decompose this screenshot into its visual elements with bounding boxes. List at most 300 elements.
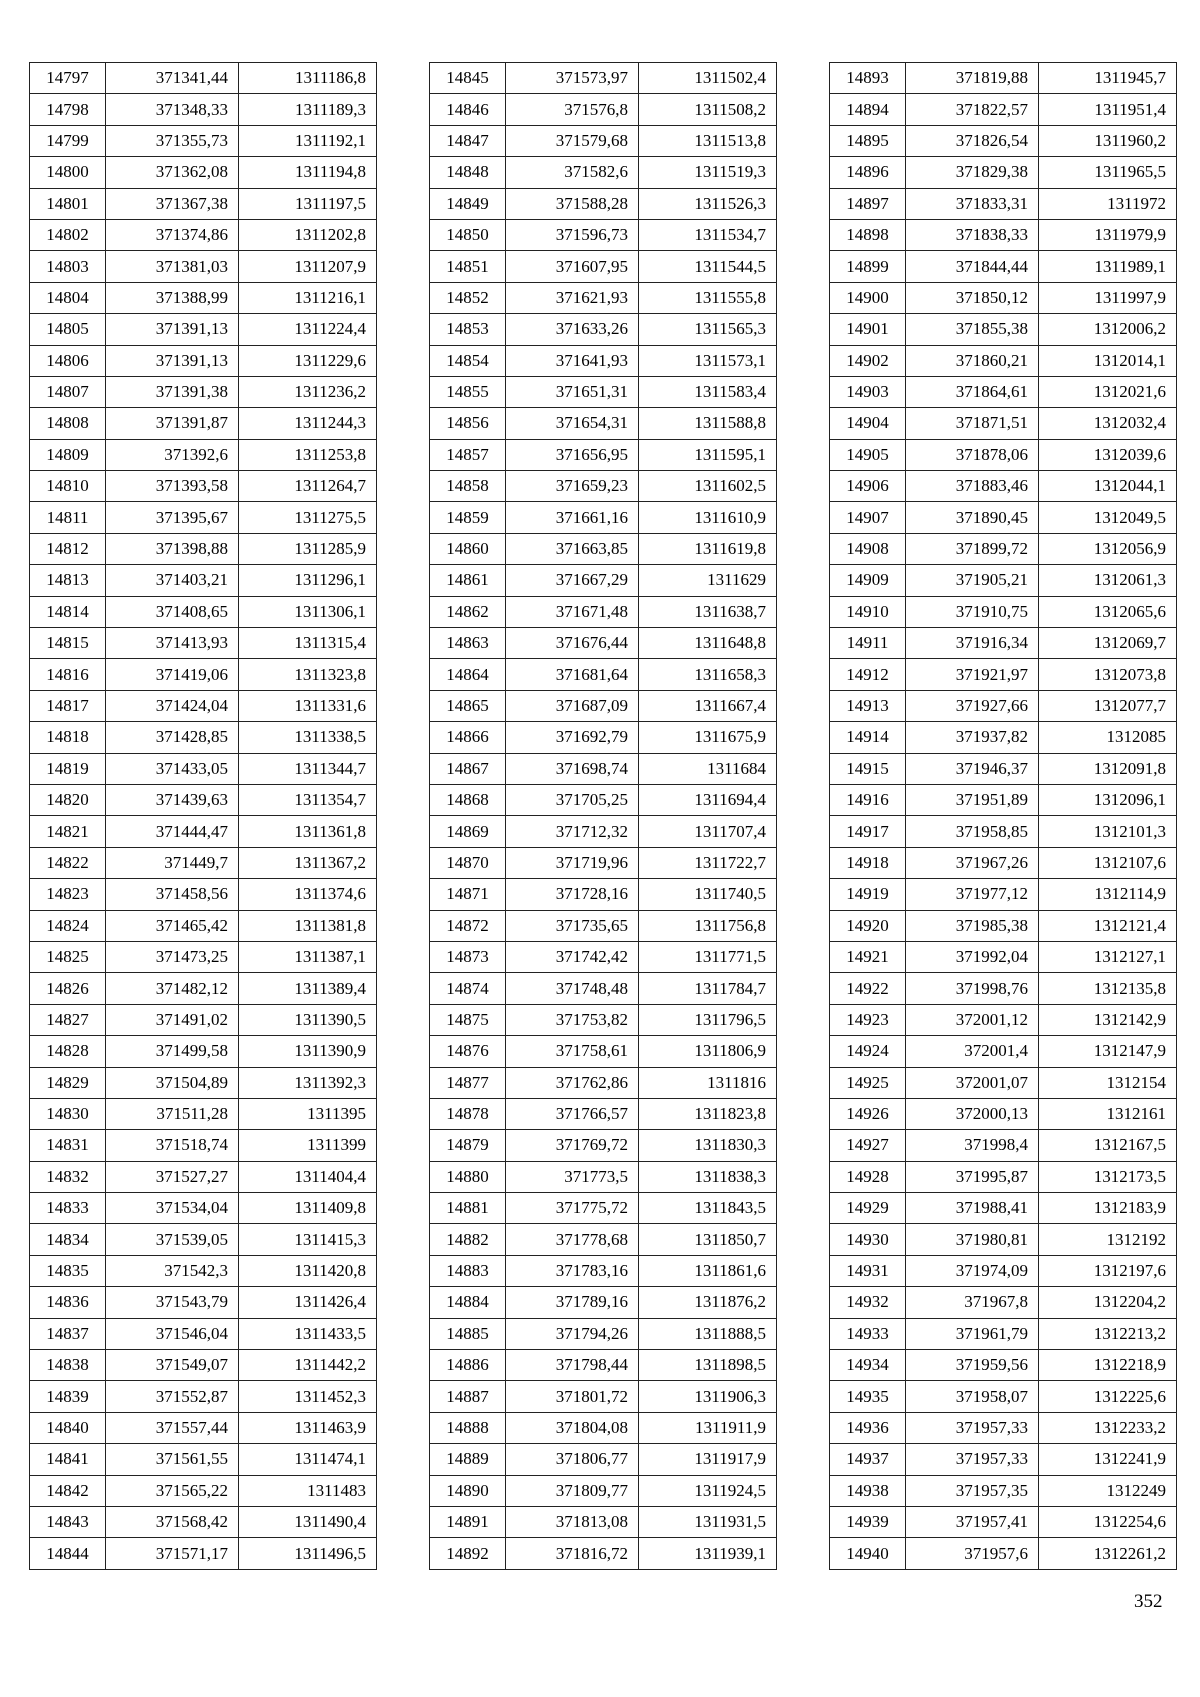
y-coordinate-cell: 1311619,8 bbox=[639, 533, 777, 564]
point-id-cell: 14814 bbox=[30, 596, 106, 627]
y-coordinate-cell: 1311534,7 bbox=[639, 219, 777, 250]
x-coordinate-cell: 371403,21 bbox=[106, 565, 239, 596]
table-row bbox=[830, 1193, 1177, 1224]
x-coordinate-cell: 371576,8 bbox=[506, 94, 639, 125]
table-row bbox=[830, 439, 1177, 470]
point-id-cell: 14858 bbox=[430, 471, 506, 502]
x-coordinate-cell: 371424,04 bbox=[106, 690, 239, 721]
x-coordinate-cell: 371890,45 bbox=[906, 502, 1039, 533]
y-coordinate-cell: 1312032,4 bbox=[1039, 408, 1177, 439]
point-id-cell: 14864 bbox=[430, 659, 506, 690]
point-id-cell: 14821 bbox=[30, 816, 106, 847]
y-coordinate-cell: 1311207,9 bbox=[239, 251, 377, 282]
table-row bbox=[830, 1381, 1177, 1412]
x-coordinate-cell: 371561,55 bbox=[106, 1444, 239, 1475]
point-id-cell: 14934 bbox=[830, 1350, 906, 1381]
point-id-cell: 14847 bbox=[430, 125, 506, 156]
x-coordinate-cell: 371465,42 bbox=[106, 910, 239, 941]
y-coordinate-cell: 1311595,1 bbox=[639, 439, 777, 470]
x-coordinate-cell: 371916,34 bbox=[906, 628, 1039, 659]
point-id-cell: 14909 bbox=[830, 565, 906, 596]
y-coordinate-cell: 1311189,3 bbox=[239, 94, 377, 125]
x-coordinate-cell: 371392,6 bbox=[106, 439, 239, 470]
table-row bbox=[830, 628, 1177, 659]
y-coordinate-cell: 1312091,8 bbox=[1039, 753, 1177, 784]
x-coordinate-cell: 371549,07 bbox=[106, 1350, 239, 1381]
y-coordinate-cell: 1312101,3 bbox=[1039, 816, 1177, 847]
point-id-cell: 14877 bbox=[430, 1067, 506, 1098]
x-coordinate-cell: 372001,4 bbox=[906, 1036, 1039, 1067]
x-coordinate-cell: 371656,95 bbox=[506, 439, 639, 470]
x-coordinate-cell: 371798,44 bbox=[506, 1350, 639, 1381]
y-coordinate-cell: 1311202,8 bbox=[239, 219, 377, 250]
table-row bbox=[830, 157, 1177, 188]
x-coordinate-cell: 371910,75 bbox=[906, 596, 1039, 627]
table-row bbox=[430, 879, 777, 910]
y-coordinate-cell: 1311389,4 bbox=[239, 973, 377, 1004]
x-coordinate-cell: 371899,72 bbox=[906, 533, 1039, 564]
table-row bbox=[830, 879, 1177, 910]
point-id-cell: 14928 bbox=[830, 1161, 906, 1192]
y-coordinate-cell: 1311898,5 bbox=[639, 1350, 777, 1381]
table-row bbox=[830, 1255, 1177, 1286]
y-coordinate-cell: 1311823,8 bbox=[639, 1098, 777, 1129]
table-row bbox=[430, 63, 777, 94]
y-coordinate-cell: 1311404,4 bbox=[239, 1161, 377, 1192]
table-row bbox=[430, 816, 777, 847]
x-coordinate-cell: 371633,26 bbox=[506, 314, 639, 345]
point-id-cell: 14903 bbox=[830, 376, 906, 407]
point-id-cell: 14825 bbox=[30, 941, 106, 972]
x-coordinate-cell: 371951,89 bbox=[906, 784, 1039, 815]
x-coordinate-cell: 371775,72 bbox=[506, 1193, 639, 1224]
table-row bbox=[430, 408, 777, 439]
x-coordinate-cell: 371946,37 bbox=[906, 753, 1039, 784]
y-coordinate-cell: 1311338,5 bbox=[239, 722, 377, 753]
y-coordinate-cell: 1311917,9 bbox=[639, 1444, 777, 1475]
y-coordinate-cell: 1312233,2 bbox=[1039, 1412, 1177, 1443]
y-coordinate-cell: 1311285,9 bbox=[239, 533, 377, 564]
table-row bbox=[830, 1412, 1177, 1443]
x-coordinate-cell: 372001,07 bbox=[906, 1067, 1039, 1098]
x-coordinate-cell: 371458,56 bbox=[106, 879, 239, 910]
table-row bbox=[430, 1538, 777, 1569]
y-coordinate-cell: 1311843,5 bbox=[639, 1193, 777, 1224]
y-coordinate-cell: 1311264,7 bbox=[239, 471, 377, 502]
point-id-cell: 14932 bbox=[830, 1287, 906, 1318]
x-coordinate-cell: 371413,93 bbox=[106, 628, 239, 659]
x-coordinate-cell: 371998,76 bbox=[906, 973, 1039, 1004]
y-coordinate-cell: 1311306,1 bbox=[239, 596, 377, 627]
table-row bbox=[30, 219, 377, 250]
x-coordinate-cell: 371813,08 bbox=[506, 1506, 639, 1537]
table-row bbox=[830, 1224, 1177, 1255]
point-id-cell: 14896 bbox=[830, 157, 906, 188]
y-coordinate-cell: 1311565,3 bbox=[639, 314, 777, 345]
y-coordinate-cell: 1311395 bbox=[239, 1098, 377, 1129]
table-row bbox=[430, 1130, 777, 1161]
point-id-cell: 14852 bbox=[430, 282, 506, 313]
y-coordinate-cell: 1311392,3 bbox=[239, 1067, 377, 1098]
table-row bbox=[830, 941, 1177, 972]
point-id-cell: 14857 bbox=[430, 439, 506, 470]
y-coordinate-cell: 1311197,5 bbox=[239, 188, 377, 219]
point-id-cell: 14922 bbox=[830, 973, 906, 1004]
point-id-cell: 14862 bbox=[430, 596, 506, 627]
table-row bbox=[830, 282, 1177, 313]
table-row bbox=[430, 471, 777, 502]
y-coordinate-cell: 1311186,8 bbox=[239, 63, 377, 94]
x-coordinate-cell: 371855,38 bbox=[906, 314, 1039, 345]
table-row bbox=[430, 941, 777, 972]
x-coordinate-cell: 371504,89 bbox=[106, 1067, 239, 1098]
x-coordinate-cell: 371596,73 bbox=[506, 219, 639, 250]
y-coordinate-cell: 1311876,2 bbox=[639, 1287, 777, 1318]
x-coordinate-cell: 371565,22 bbox=[106, 1475, 239, 1506]
y-coordinate-cell: 1311796,5 bbox=[639, 1004, 777, 1035]
x-coordinate-cell: 371659,23 bbox=[506, 471, 639, 502]
point-id-cell: 14891 bbox=[430, 1506, 506, 1537]
table-row bbox=[830, 125, 1177, 156]
x-coordinate-cell: 371355,73 bbox=[106, 125, 239, 156]
x-coordinate-cell: 371998,4 bbox=[906, 1130, 1039, 1161]
y-coordinate-cell: 1311784,7 bbox=[639, 973, 777, 1004]
table-row bbox=[430, 659, 777, 690]
point-id-cell: 14818 bbox=[30, 722, 106, 753]
x-coordinate-cell: 371806,77 bbox=[506, 1444, 639, 1475]
x-coordinate-cell: 371388,99 bbox=[106, 282, 239, 313]
table-row bbox=[830, 471, 1177, 502]
table-row bbox=[30, 125, 377, 156]
y-coordinate-cell: 1312254,6 bbox=[1039, 1506, 1177, 1537]
point-id-cell: 14887 bbox=[430, 1381, 506, 1412]
table-row bbox=[830, 1130, 1177, 1161]
table-row bbox=[430, 125, 777, 156]
y-coordinate-cell: 1311331,6 bbox=[239, 690, 377, 721]
point-id-cell: 14889 bbox=[430, 1444, 506, 1475]
x-coordinate-cell: 371957,6 bbox=[906, 1538, 1039, 1569]
y-coordinate-cell: 1311315,4 bbox=[239, 628, 377, 659]
point-id-cell: 14856 bbox=[430, 408, 506, 439]
table-row bbox=[30, 879, 377, 910]
point-id-cell: 14933 bbox=[830, 1318, 906, 1349]
x-coordinate-cell: 371957,41 bbox=[906, 1506, 1039, 1537]
point-id-cell: 14798 bbox=[30, 94, 106, 125]
point-id-cell: 14938 bbox=[830, 1475, 906, 1506]
table-row bbox=[430, 722, 777, 753]
y-coordinate-cell: 1311850,7 bbox=[639, 1224, 777, 1255]
x-coordinate-cell: 371728,16 bbox=[506, 879, 639, 910]
point-id-cell: 14926 bbox=[830, 1098, 906, 1129]
x-coordinate-cell: 371341,44 bbox=[106, 63, 239, 94]
table-row bbox=[30, 1506, 377, 1537]
table-row bbox=[30, 1067, 377, 1098]
x-coordinate-cell: 371518,74 bbox=[106, 1130, 239, 1161]
table-row bbox=[30, 63, 377, 94]
x-coordinate-cell: 371698,74 bbox=[506, 753, 639, 784]
point-id-cell: 14839 bbox=[30, 1381, 106, 1412]
x-coordinate-cell: 371988,41 bbox=[906, 1193, 1039, 1224]
table-row bbox=[30, 1287, 377, 1318]
table-row bbox=[30, 1381, 377, 1412]
table-row bbox=[830, 502, 1177, 533]
table-row bbox=[430, 1381, 777, 1412]
point-id-cell: 14890 bbox=[430, 1475, 506, 1506]
x-coordinate-cell: 371641,93 bbox=[506, 345, 639, 376]
x-coordinate-cell: 371995,87 bbox=[906, 1161, 1039, 1192]
y-coordinate-cell: 1311756,8 bbox=[639, 910, 777, 941]
point-id-cell: 14832 bbox=[30, 1161, 106, 1192]
x-coordinate-cell: 371974,09 bbox=[906, 1255, 1039, 1286]
y-coordinate-cell: 1311861,6 bbox=[639, 1255, 777, 1286]
x-coordinate-cell: 371362,08 bbox=[106, 157, 239, 188]
y-coordinate-cell: 1311989,1 bbox=[1039, 251, 1177, 282]
y-coordinate-cell: 1311426,4 bbox=[239, 1287, 377, 1318]
x-coordinate-cell: 371552,87 bbox=[106, 1381, 239, 1412]
point-id-cell: 14893 bbox=[830, 63, 906, 94]
point-id-cell: 14841 bbox=[30, 1444, 106, 1475]
point-id-cell: 14935 bbox=[830, 1381, 906, 1412]
point-id-cell: 14815 bbox=[30, 628, 106, 659]
table-row bbox=[430, 1224, 777, 1255]
point-id-cell: 14809 bbox=[30, 439, 106, 470]
point-id-cell: 14914 bbox=[830, 722, 906, 753]
point-id-cell: 14885 bbox=[430, 1318, 506, 1349]
y-coordinate-cell: 1311236,2 bbox=[239, 376, 377, 407]
x-coordinate-cell: 371878,06 bbox=[906, 439, 1039, 470]
y-coordinate-cell: 1312225,6 bbox=[1039, 1381, 1177, 1412]
y-coordinate-cell: 1312261,2 bbox=[1039, 1538, 1177, 1569]
table-row bbox=[430, 596, 777, 627]
table-row bbox=[830, 376, 1177, 407]
x-coordinate-cell: 371671,48 bbox=[506, 596, 639, 627]
table-row bbox=[830, 63, 1177, 94]
table-row bbox=[830, 188, 1177, 219]
table-row bbox=[430, 219, 777, 250]
table-row bbox=[830, 533, 1177, 564]
y-coordinate-cell: 1311906,3 bbox=[639, 1381, 777, 1412]
table-row bbox=[430, 690, 777, 721]
x-coordinate-cell: 371568,42 bbox=[106, 1506, 239, 1537]
table-row bbox=[30, 910, 377, 941]
y-coordinate-cell: 1311648,8 bbox=[639, 628, 777, 659]
y-coordinate-cell: 1311344,7 bbox=[239, 753, 377, 784]
y-coordinate-cell: 1312183,9 bbox=[1039, 1193, 1177, 1224]
point-id-cell: 14910 bbox=[830, 596, 906, 627]
point-id-cell: 14925 bbox=[830, 1067, 906, 1098]
table-row bbox=[30, 345, 377, 376]
table-row bbox=[430, 1444, 777, 1475]
point-id-cell: 14817 bbox=[30, 690, 106, 721]
point-id-cell: 14853 bbox=[430, 314, 506, 345]
x-coordinate-cell: 371809,77 bbox=[506, 1475, 639, 1506]
y-coordinate-cell: 1312077,7 bbox=[1039, 690, 1177, 721]
table-row bbox=[30, 188, 377, 219]
table-row bbox=[830, 973, 1177, 1004]
point-id-cell: 14867 bbox=[430, 753, 506, 784]
table-row bbox=[830, 1161, 1177, 1192]
y-coordinate-cell: 1312085 bbox=[1039, 722, 1177, 753]
y-coordinate-cell: 1312135,8 bbox=[1039, 973, 1177, 1004]
x-coordinate-cell: 371573,97 bbox=[506, 63, 639, 94]
table-row bbox=[430, 628, 777, 659]
y-coordinate-cell: 1311911,9 bbox=[639, 1412, 777, 1443]
x-coordinate-cell: 371871,51 bbox=[906, 408, 1039, 439]
x-coordinate-cell: 371838,33 bbox=[906, 219, 1039, 250]
y-coordinate-cell: 1311519,3 bbox=[639, 157, 777, 188]
point-id-cell: 14834 bbox=[30, 1224, 106, 1255]
x-coordinate-cell: 371927,66 bbox=[906, 690, 1039, 721]
x-coordinate-cell: 371557,44 bbox=[106, 1412, 239, 1443]
x-coordinate-cell: 371769,72 bbox=[506, 1130, 639, 1161]
table-row bbox=[30, 1318, 377, 1349]
x-coordinate-cell: 371473,25 bbox=[106, 941, 239, 972]
point-id-cell: 14866 bbox=[430, 722, 506, 753]
table-row bbox=[430, 1067, 777, 1098]
point-id-cell: 14931 bbox=[830, 1255, 906, 1286]
y-coordinate-cell: 1311830,3 bbox=[639, 1130, 777, 1161]
y-coordinate-cell: 1311387,1 bbox=[239, 941, 377, 972]
table-row bbox=[830, 910, 1177, 941]
y-coordinate-cell: 1311229,6 bbox=[239, 345, 377, 376]
y-coordinate-cell: 1311192,1 bbox=[239, 125, 377, 156]
x-coordinate-cell: 371980,81 bbox=[906, 1224, 1039, 1255]
table-row bbox=[830, 1098, 1177, 1129]
x-coordinate-cell: 371864,61 bbox=[906, 376, 1039, 407]
table-row bbox=[30, 1098, 377, 1129]
x-coordinate-cell: 371783,16 bbox=[506, 1255, 639, 1286]
y-coordinate-cell: 1312147,9 bbox=[1039, 1036, 1177, 1067]
y-coordinate-cell: 1312121,4 bbox=[1039, 910, 1177, 941]
point-id-cell: 14921 bbox=[830, 941, 906, 972]
point-id-cell: 14892 bbox=[430, 1538, 506, 1569]
table-row bbox=[30, 157, 377, 188]
table-row bbox=[830, 659, 1177, 690]
table-row bbox=[830, 1067, 1177, 1098]
table-row bbox=[430, 94, 777, 125]
y-coordinate-cell: 1312096,1 bbox=[1039, 784, 1177, 815]
x-coordinate-cell: 371499,58 bbox=[106, 1036, 239, 1067]
x-coordinate-cell: 371826,54 bbox=[906, 125, 1039, 156]
table-row bbox=[30, 94, 377, 125]
x-coordinate-cell: 371491,02 bbox=[106, 1004, 239, 1035]
x-coordinate-cell: 371433,05 bbox=[106, 753, 239, 784]
x-coordinate-cell: 371957,33 bbox=[906, 1412, 1039, 1443]
table-row bbox=[30, 1350, 377, 1381]
table-row bbox=[30, 659, 377, 690]
table-row bbox=[30, 533, 377, 564]
x-coordinate-cell: 371958,07 bbox=[906, 1381, 1039, 1412]
y-coordinate-cell: 1312069,7 bbox=[1039, 628, 1177, 659]
table-row bbox=[30, 1412, 377, 1443]
table-row bbox=[430, 1475, 777, 1506]
point-id-cell: 14901 bbox=[830, 314, 906, 345]
table-row bbox=[30, 816, 377, 847]
table-row bbox=[30, 1161, 377, 1192]
x-coordinate-cell: 371773,5 bbox=[506, 1161, 639, 1192]
point-id-cell: 14797 bbox=[30, 63, 106, 94]
y-coordinate-cell: 1311838,3 bbox=[639, 1161, 777, 1192]
x-coordinate-cell: 371511,28 bbox=[106, 1098, 239, 1129]
point-id-cell: 14883 bbox=[430, 1255, 506, 1286]
x-coordinate-cell: 371804,08 bbox=[506, 1412, 639, 1443]
point-id-cell: 14927 bbox=[830, 1130, 906, 1161]
x-coordinate-cell: 371712,32 bbox=[506, 816, 639, 847]
table-row bbox=[30, 282, 377, 313]
y-coordinate-cell: 1311997,9 bbox=[1039, 282, 1177, 313]
y-coordinate-cell: 1311490,4 bbox=[239, 1506, 377, 1537]
x-coordinate-cell: 371937,82 bbox=[906, 722, 1039, 753]
table-row bbox=[830, 1506, 1177, 1537]
y-coordinate-cell: 1311629 bbox=[639, 565, 777, 596]
x-coordinate-cell: 371992,04 bbox=[906, 941, 1039, 972]
point-id-cell: 14911 bbox=[830, 628, 906, 659]
point-id-cell: 14823 bbox=[30, 879, 106, 910]
y-coordinate-cell: 1311588,8 bbox=[639, 408, 777, 439]
x-coordinate-cell: 371778,68 bbox=[506, 1224, 639, 1255]
y-coordinate-cell: 1312127,1 bbox=[1039, 941, 1177, 972]
table-row bbox=[430, 439, 777, 470]
point-id-cell: 14826 bbox=[30, 973, 106, 1004]
table-row bbox=[30, 251, 377, 282]
table-row bbox=[430, 1161, 777, 1192]
x-coordinate-cell: 372001,12 bbox=[906, 1004, 1039, 1035]
point-id-cell: 14803 bbox=[30, 251, 106, 282]
y-coordinate-cell: 1311684 bbox=[639, 753, 777, 784]
point-id-cell: 14886 bbox=[430, 1350, 506, 1381]
y-coordinate-cell: 1311381,8 bbox=[239, 910, 377, 941]
table-row bbox=[30, 314, 377, 345]
table-row bbox=[30, 753, 377, 784]
table-row bbox=[30, 596, 377, 627]
y-coordinate-cell: 1311555,8 bbox=[639, 282, 777, 313]
y-coordinate-cell: 1312049,5 bbox=[1039, 502, 1177, 533]
table-row bbox=[30, 1036, 377, 1067]
table-row bbox=[30, 1475, 377, 1506]
y-coordinate-cell: 1311972 bbox=[1039, 188, 1177, 219]
table-row bbox=[30, 1444, 377, 1475]
point-id-cell: 14811 bbox=[30, 502, 106, 533]
x-coordinate-cell: 371527,27 bbox=[106, 1161, 239, 1192]
y-coordinate-cell: 1312056,9 bbox=[1039, 533, 1177, 564]
point-id-cell: 14800 bbox=[30, 157, 106, 188]
y-coordinate-cell: 1311409,8 bbox=[239, 1193, 377, 1224]
x-coordinate-cell: 371444,47 bbox=[106, 816, 239, 847]
y-coordinate-cell: 1312142,9 bbox=[1039, 1004, 1177, 1035]
y-coordinate-cell: 1311496,5 bbox=[239, 1538, 377, 1569]
y-coordinate-cell: 1311888,5 bbox=[639, 1318, 777, 1349]
y-coordinate-cell: 1311675,9 bbox=[639, 722, 777, 753]
point-id-cell: 14884 bbox=[430, 1287, 506, 1318]
coordinate-table-1 bbox=[29, 62, 377, 1570]
point-id-cell: 14835 bbox=[30, 1255, 106, 1286]
table-row bbox=[830, 722, 1177, 753]
y-coordinate-cell: 1312204,2 bbox=[1039, 1287, 1177, 1318]
x-coordinate-cell: 371794,26 bbox=[506, 1318, 639, 1349]
x-coordinate-cell: 371374,86 bbox=[106, 219, 239, 250]
y-coordinate-cell: 1312006,2 bbox=[1039, 314, 1177, 345]
y-coordinate-cell: 1311508,2 bbox=[639, 94, 777, 125]
x-coordinate-cell: 371391,87 bbox=[106, 408, 239, 439]
table-row bbox=[830, 784, 1177, 815]
table-row bbox=[830, 565, 1177, 596]
y-coordinate-cell: 1311771,5 bbox=[639, 941, 777, 972]
point-id-cell: 14923 bbox=[830, 1004, 906, 1035]
point-id-cell: 14842 bbox=[30, 1475, 106, 1506]
x-coordinate-cell: 371428,85 bbox=[106, 722, 239, 753]
x-coordinate-cell: 371967,26 bbox=[906, 847, 1039, 878]
point-id-cell: 14920 bbox=[830, 910, 906, 941]
